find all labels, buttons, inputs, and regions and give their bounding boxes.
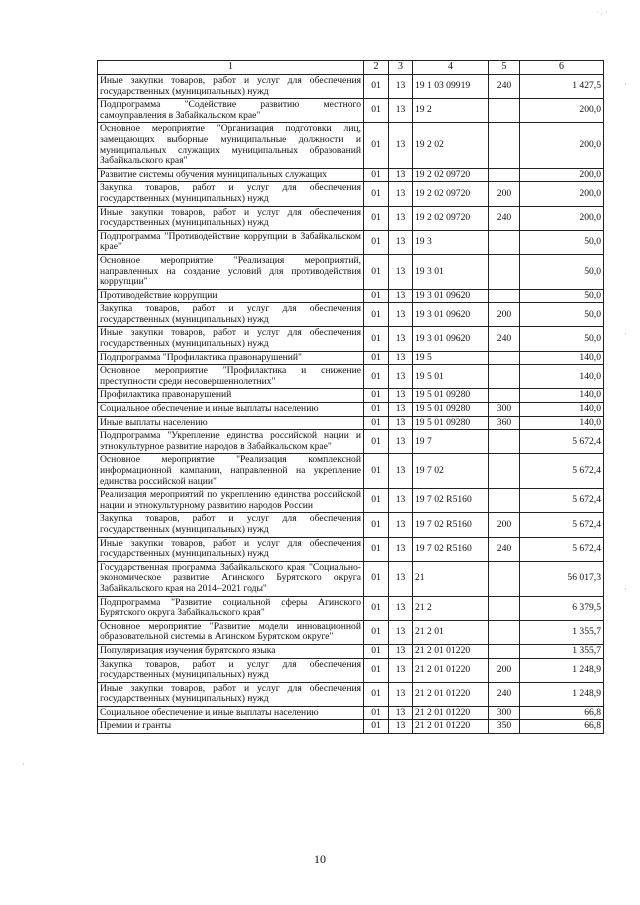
target-article-cell: 21 2 01 01220 bbox=[413, 658, 489, 682]
expense-type-cell: 240 bbox=[489, 327, 520, 351]
row-name-cell: Социальное обеспечение и иные выплаты населению bbox=[98, 706, 364, 720]
target-article-cell: 19 3 01 09620 bbox=[413, 327, 489, 351]
expense-type-cell bbox=[489, 254, 520, 289]
subsection-code-cell: 13 bbox=[389, 99, 413, 123]
expense-type-cell bbox=[489, 289, 520, 303]
scan-artifact: · bbox=[22, 760, 25, 769]
row-name-cell: Основное мероприятие "Реализация мероприятий, направленных на создание условий для противодействия коррупции" bbox=[98, 254, 364, 289]
amount-cell: 66,8 bbox=[520, 706, 604, 720]
section-code-cell: 01 bbox=[364, 416, 389, 430]
amount-cell: 50,0 bbox=[520, 327, 604, 351]
target-article-cell: 19 5 01 09280 bbox=[413, 403, 489, 417]
subsection-code-cell: 13 bbox=[389, 168, 413, 182]
amount-cell: 200,0 bbox=[520, 99, 604, 123]
amount-cell: 140,0 bbox=[520, 416, 604, 430]
section-code-cell: 01 bbox=[364, 182, 389, 206]
subsection-code-cell: 13 bbox=[389, 254, 413, 289]
target-article-cell: 19 2 bbox=[413, 99, 489, 123]
table-row bbox=[98, 489, 604, 513]
row-name-cell: Подпрограмма "Содействие развитию местного самоуправления в Забайкальском крае" bbox=[98, 99, 364, 123]
subsection-code-cell: 13 bbox=[389, 596, 413, 620]
row-name-cell: Закупка товаров, работ и услуг для обеспечения государственных (муниципальных) нужд bbox=[98, 513, 364, 537]
section-code-cell: 01 bbox=[364, 351, 389, 365]
subsection-code-cell: 13 bbox=[389, 720, 413, 734]
section-code-cell: 01 bbox=[364, 561, 389, 596]
amount-cell: 5 672,4 bbox=[520, 513, 604, 537]
row-name-cell: Иные закупки товаров, работ и услуг для обеспечения государственных (муниципальных) нужд bbox=[98, 327, 364, 351]
subsection-code-cell: 13 bbox=[389, 389, 413, 403]
section-code-cell: 01 bbox=[364, 430, 389, 454]
target-article-cell: 19 2 02 09720 bbox=[413, 168, 489, 182]
row-name-cell: Подпрограмма "Профилактика правонарушений" bbox=[98, 351, 364, 365]
amount-cell: 6 379,5 bbox=[520, 596, 604, 620]
table-row bbox=[98, 289, 604, 303]
row-name-cell: Реализация мероприятий по укреплению единства российской нации и этнокультурному развитию народов России bbox=[98, 489, 364, 513]
subsection-code-cell: 13 bbox=[389, 230, 413, 254]
amount-cell: 66,8 bbox=[520, 720, 604, 734]
expense-type-cell bbox=[489, 365, 520, 389]
amount-cell: 200,0 bbox=[520, 182, 604, 206]
amount-cell: 5 672,4 bbox=[520, 430, 604, 454]
expense-type-cell bbox=[489, 489, 520, 513]
section-code-cell: 01 bbox=[364, 513, 389, 537]
subsection-code-cell: 13 bbox=[389, 561, 413, 596]
table-row bbox=[98, 168, 604, 182]
section-code-cell: 01 bbox=[364, 537, 389, 561]
table-row bbox=[98, 182, 604, 206]
section-code-cell: 01 bbox=[364, 327, 389, 351]
section-code-cell: 01 bbox=[364, 123, 389, 168]
row-name-cell: Популяризация изучения бурятского языка bbox=[98, 644, 364, 658]
section-code-cell: 01 bbox=[364, 620, 389, 644]
subsection-code-cell: 13 bbox=[389, 620, 413, 644]
amount-cell: 50,0 bbox=[520, 230, 604, 254]
section-code-cell: 01 bbox=[364, 720, 389, 734]
table-row bbox=[98, 99, 604, 123]
expense-type-cell: 240 bbox=[489, 206, 520, 230]
scan-artifact: · bbox=[624, 330, 627, 339]
section-code-cell: 01 bbox=[364, 303, 389, 327]
table-body bbox=[98, 75, 604, 734]
amount-cell: 200,0 bbox=[520, 123, 604, 168]
expense-type-cell: 200 bbox=[489, 658, 520, 682]
amount-cell: 1 355,7 bbox=[520, 644, 604, 658]
table-row bbox=[98, 644, 604, 658]
target-article-cell: 19 3 01 bbox=[413, 254, 489, 289]
target-article-cell: 21 2 bbox=[413, 596, 489, 620]
expense-type-cell bbox=[489, 561, 520, 596]
row-name-cell: Иные закупки товаров, работ и услуг для обеспечения государственных (муниципальных) нужд bbox=[98, 537, 364, 561]
budget-table bbox=[97, 60, 604, 734]
row-name-cell: Основное мероприятие "Организация подготовки лиц, замещающих выборные муниципальные должности и муниципальных служащих муниципальных образований Забайкальского края" bbox=[98, 123, 364, 168]
row-name-cell: Иные закупки товаров, работ и услуг для обеспечения государственных (муниципальных) нужд bbox=[98, 75, 364, 99]
table-row bbox=[98, 513, 604, 537]
expense-type-cell bbox=[489, 99, 520, 123]
amount-cell: 140,0 bbox=[520, 389, 604, 403]
table-row bbox=[98, 123, 604, 168]
section-code-cell: 01 bbox=[364, 454, 389, 489]
row-name-cell: Закупка товаров, работ и услуг для обеспечения государственных (муниципальных) нужд bbox=[98, 303, 364, 327]
section-code-cell: 01 bbox=[364, 206, 389, 230]
expense-type-cell bbox=[489, 644, 520, 658]
row-name-cell: Основное мероприятие "Реализация комплексной информационной кампании, направленной на укрепление единства российской нации" bbox=[98, 454, 364, 489]
subsection-code-cell: 13 bbox=[389, 351, 413, 365]
amount-cell: 200,0 bbox=[520, 168, 604, 182]
subsection-code-cell: 13 bbox=[389, 365, 413, 389]
subsection-code-cell: 13 bbox=[389, 644, 413, 658]
target-article-cell: 19 3 bbox=[413, 230, 489, 254]
table-row bbox=[98, 230, 604, 254]
table-row bbox=[98, 620, 604, 644]
amount-cell: 1 355,7 bbox=[520, 620, 604, 644]
expense-type-cell bbox=[489, 596, 520, 620]
section-code-cell: 01 bbox=[364, 75, 389, 99]
table-row bbox=[98, 351, 604, 365]
row-name-cell: Профилактика правонарушений bbox=[98, 389, 364, 403]
amount-cell: 5 672,4 bbox=[520, 454, 604, 489]
table-row bbox=[98, 682, 604, 706]
section-code-cell: 01 bbox=[364, 365, 389, 389]
expense-type-cell bbox=[489, 430, 520, 454]
row-name-cell: Премии и гранты bbox=[98, 720, 364, 734]
target-article-cell: 19 2 02 09720 bbox=[413, 182, 489, 206]
table-row bbox=[98, 430, 604, 454]
row-name-cell: Государственная программа Забайкальского края "Социально-экономическое развитие Агинского Бурятского округа Забайкальского края на 2014–2021 годы" bbox=[98, 561, 364, 596]
target-article-cell: 21 2 01 01220 bbox=[413, 720, 489, 734]
table-row bbox=[98, 561, 604, 596]
header-cell-2: 2 bbox=[364, 61, 389, 75]
expense-type-cell: 240 bbox=[489, 682, 520, 706]
scan-artifact: · bbox=[624, 80, 627, 89]
amount-cell: 50,0 bbox=[520, 254, 604, 289]
subsection-code-cell: 13 bbox=[389, 182, 413, 206]
amount-cell: 50,0 bbox=[520, 303, 604, 327]
expense-type-cell bbox=[489, 454, 520, 489]
amount-cell: 200,0 bbox=[520, 206, 604, 230]
scan-artifact: ˙ ‧ ˙ bbox=[596, 10, 608, 19]
section-code-cell: 01 bbox=[364, 99, 389, 123]
expense-type-cell bbox=[489, 620, 520, 644]
target-article-cell: 19 2 02 bbox=[413, 123, 489, 168]
section-code-cell: 01 bbox=[364, 489, 389, 513]
subsection-code-cell: 13 bbox=[389, 289, 413, 303]
target-article-cell: 19 7 02 R5160 bbox=[413, 489, 489, 513]
target-article-cell: 19 5 01 09280 bbox=[413, 416, 489, 430]
amount-cell: 140,0 bbox=[520, 403, 604, 417]
subsection-code-cell: 13 bbox=[389, 416, 413, 430]
table-row bbox=[98, 365, 604, 389]
table-row bbox=[98, 596, 604, 620]
amount-cell: 5 672,4 bbox=[520, 537, 604, 561]
expense-type-cell: 360 bbox=[489, 416, 520, 430]
target-article-cell: 19 7 bbox=[413, 430, 489, 454]
row-name-cell: Противодействие коррупции bbox=[98, 289, 364, 303]
section-code-cell: 01 bbox=[364, 403, 389, 417]
table-row bbox=[98, 75, 604, 99]
table-row bbox=[98, 537, 604, 561]
section-code-cell: 01 bbox=[364, 644, 389, 658]
subsection-code-cell: 13 bbox=[389, 706, 413, 720]
row-name-cell: Подпрограмма "Противодействие коррупции в Забайкальском крае" bbox=[98, 230, 364, 254]
amount-cell: 1 427,5 bbox=[520, 75, 604, 99]
row-name-cell: Развитие системы обучения муниципальных служащих bbox=[98, 168, 364, 182]
expense-type-cell: 300 bbox=[489, 403, 520, 417]
amount-cell: 50,0 bbox=[520, 289, 604, 303]
table-header-row bbox=[98, 61, 604, 75]
expense-type-cell: 200 bbox=[489, 303, 520, 327]
row-name-cell: Основное мероприятие "Профилактика и снижение преступности среди несовершеннолетних" bbox=[98, 365, 364, 389]
table-row bbox=[98, 416, 604, 430]
target-article-cell: 19 7 02 R5160 bbox=[413, 537, 489, 561]
amount-cell: 1 248,9 bbox=[520, 682, 604, 706]
expense-type-cell bbox=[489, 230, 520, 254]
table-row bbox=[98, 327, 604, 351]
expense-type-cell bbox=[489, 123, 520, 168]
header-cell-1: 1 bbox=[98, 61, 364, 75]
table-row bbox=[98, 206, 604, 230]
amount-cell: 1 248,9 bbox=[520, 658, 604, 682]
row-name-cell: Иные закупки товаров, работ и услуг для обеспечения государственных (муниципальных) нужд bbox=[98, 682, 364, 706]
expense-type-cell: 240 bbox=[489, 75, 520, 99]
target-article-cell: 19 3 01 09620 bbox=[413, 289, 489, 303]
subsection-code-cell: 13 bbox=[389, 123, 413, 168]
row-name-cell: Иные выплаты населению bbox=[98, 416, 364, 430]
expense-type-cell bbox=[489, 168, 520, 182]
target-article-cell: 21 bbox=[413, 561, 489, 596]
target-article-cell: 21 2 01 01220 bbox=[413, 706, 489, 720]
target-article-cell: 19 2 02 09720 bbox=[413, 206, 489, 230]
section-code-cell: 01 bbox=[364, 289, 389, 303]
expense-type-cell bbox=[489, 351, 520, 365]
expense-type-cell: 200 bbox=[489, 513, 520, 537]
section-code-cell: 01 bbox=[364, 596, 389, 620]
target-article-cell: 19 3 01 09620 bbox=[413, 303, 489, 327]
subsection-code-cell: 13 bbox=[389, 537, 413, 561]
target-article-cell: 21 2 01 bbox=[413, 620, 489, 644]
page-number: 10 bbox=[314, 852, 326, 866]
target-article-cell: 19 1 03 09919 bbox=[413, 75, 489, 99]
amount-cell: 140,0 bbox=[520, 365, 604, 389]
section-code-cell: 01 bbox=[364, 168, 389, 182]
subsection-code-cell: 13 bbox=[389, 327, 413, 351]
table-row bbox=[98, 389, 604, 403]
target-article-cell: 19 5 01 bbox=[413, 365, 489, 389]
row-name-cell: Социальное обеспечение и иные выплаты населению bbox=[98, 403, 364, 417]
subsection-code-cell: 13 bbox=[389, 303, 413, 327]
subsection-code-cell: 13 bbox=[389, 75, 413, 99]
section-code-cell: 01 bbox=[364, 230, 389, 254]
target-article-cell: 19 5 bbox=[413, 351, 489, 365]
expense-type-cell: 300 bbox=[489, 706, 520, 720]
target-article-cell: 19 7 02 R5160 bbox=[413, 513, 489, 537]
row-name-cell: Закупка товаров, работ и услуг для обеспечения государственных (муниципальных) нужд bbox=[98, 182, 364, 206]
header-cell-5: 5 bbox=[489, 61, 520, 75]
section-code-cell: 01 bbox=[364, 682, 389, 706]
amount-cell: 56 017,3 bbox=[520, 561, 604, 596]
section-code-cell: 01 bbox=[364, 706, 389, 720]
amount-cell: 5 672,4 bbox=[520, 489, 604, 513]
subsection-code-cell: 13 bbox=[389, 489, 413, 513]
header-cell-3: 3 bbox=[389, 61, 413, 75]
expense-type-cell: 240 bbox=[489, 537, 520, 561]
row-name-cell: Подпрограмма "Укрепление единства российской нации и этнокультурное развитие народов в Забайкальском крае" bbox=[98, 430, 364, 454]
table-row bbox=[98, 658, 604, 682]
row-name-cell: Иные закупки товаров, работ и услуг для обеспечения государственных (муниципальных) нужд bbox=[98, 206, 364, 230]
target-article-cell: 21 2 01 01220 bbox=[413, 682, 489, 706]
subsection-code-cell: 13 bbox=[389, 430, 413, 454]
section-code-cell: 01 bbox=[364, 254, 389, 289]
target-article-cell: 19 7 02 bbox=[413, 454, 489, 489]
table-row bbox=[98, 254, 604, 289]
header-cell-4: 4 bbox=[413, 61, 489, 75]
expense-type-cell: 200 bbox=[489, 182, 520, 206]
amount-cell: 140,0 bbox=[520, 351, 604, 365]
scan-artifact: · bbox=[624, 585, 627, 594]
subsection-code-cell: 13 bbox=[389, 206, 413, 230]
subsection-code-cell: 13 bbox=[389, 454, 413, 489]
table-row bbox=[98, 706, 604, 720]
table-row bbox=[98, 720, 604, 734]
table-row bbox=[98, 303, 604, 327]
target-article-cell: 21 2 01 01220 bbox=[413, 644, 489, 658]
row-name-cell: Основное мероприятие "Развитие модели инновационной образовательной системы в Агинском Бурятском округе" bbox=[98, 620, 364, 644]
subsection-code-cell: 13 bbox=[389, 513, 413, 537]
subsection-code-cell: 13 bbox=[389, 682, 413, 706]
target-article-cell: 19 5 01 09280 bbox=[413, 389, 489, 403]
section-code-cell: 01 bbox=[364, 389, 389, 403]
expense-type-cell bbox=[489, 389, 520, 403]
header-cell-6: 6 bbox=[520, 61, 604, 75]
table-row bbox=[98, 454, 604, 489]
row-name-cell: Подпрограмма "Развитие социальной сферы Агинского Бурятского округа Забайкальского края" bbox=[98, 596, 364, 620]
subsection-code-cell: 13 bbox=[389, 403, 413, 417]
section-code-cell: 01 bbox=[364, 658, 389, 682]
row-name-cell: Закупка товаров, работ и услуг для обеспечения государственных (муниципальных) нужд bbox=[98, 658, 364, 682]
expense-type-cell: 350 bbox=[489, 720, 520, 734]
subsection-code-cell: 13 bbox=[389, 658, 413, 682]
table-row bbox=[98, 403, 604, 417]
